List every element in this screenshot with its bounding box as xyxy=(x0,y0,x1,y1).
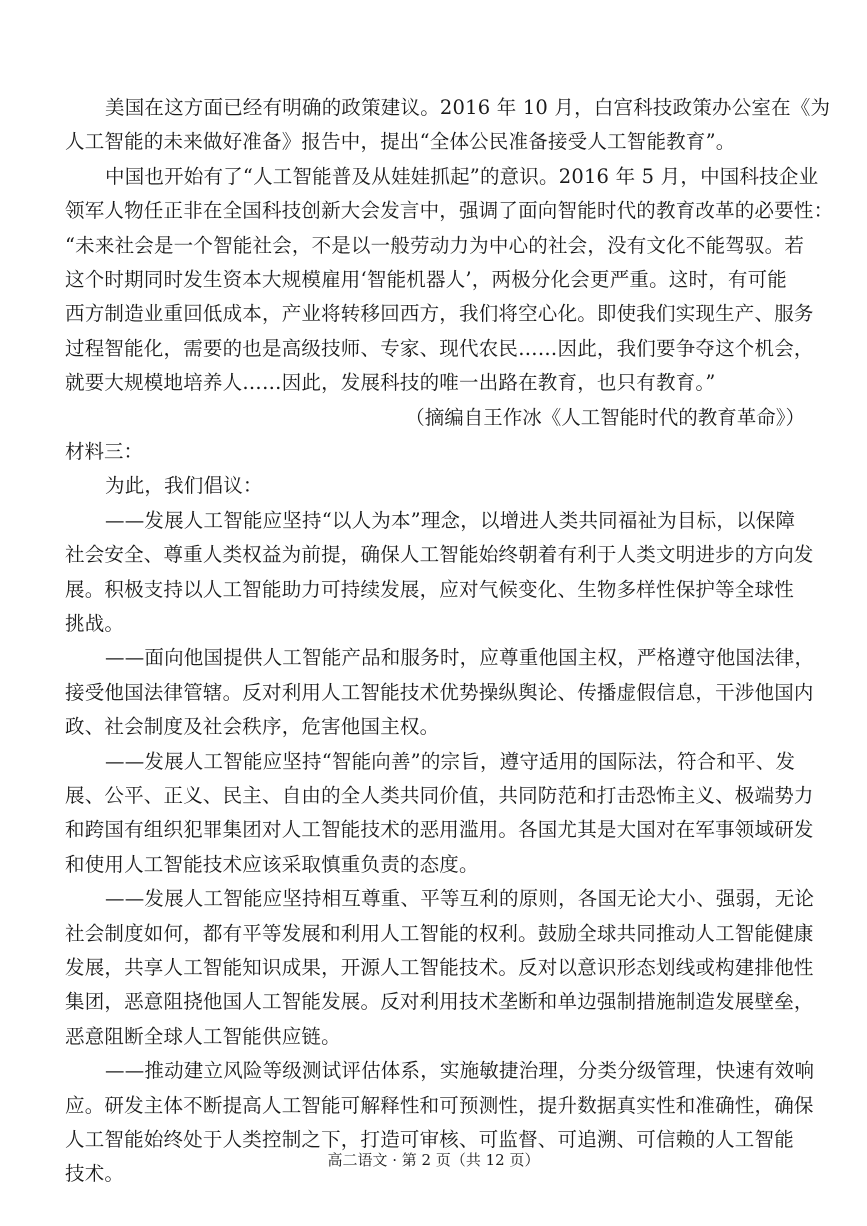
proposal-5-line-1: ——推动建立风险等级测试评估体系，实施敏捷治理，分类分级管理，快速有效响 xyxy=(105,1059,815,1082)
material3-intro: 为此，我们倡议： xyxy=(105,474,263,497)
material3-heading: 材料三： xyxy=(65,440,144,463)
proposal-1-line-4: 挑战。 xyxy=(65,612,125,635)
proposal-2-line-2: 接受他国法律管辖。反对利用人工智能技术优势操纵舆论、传播虚假信息，干涉他国内 xyxy=(65,681,814,704)
proposal-2-line-1: ——面向他国提供人工智能产品和服务时，应尊重他国主权，严格遵守他国法律， xyxy=(105,646,815,669)
proposal-4-line-3: 发展，共享人工智能知识成果，开源人工智能技术。反对以意识形态划线或构建排他性 xyxy=(65,956,814,979)
proposal-3-line-2: 展、公平、正义、民主、自由的全人类共同价值，共同防范和打击恐怖主义、极端势力 xyxy=(65,784,814,807)
proposal-5-line-2: 应。研发主体不断提高人工智能可解释性和可预测性，提升数据真实性和准确性，确保 xyxy=(65,1094,814,1117)
proposal-4-line-5: 恶意阻断全球人工智能供应链。 xyxy=(65,1025,341,1048)
paragraph2-line-2: 领军人物任正非在全国科技创新大会发言中，强调了面向智能时代的教育改革的必要性： xyxy=(65,199,834,222)
paragraph2-line-4: 这个时期同时发生资本大规模雇用‘智能机器人’，两极分化会更严重。这时，有可能 xyxy=(65,268,787,291)
paragraph2-line-6: 过程智能化，需要的也是高级技师、专家、现代农民……因此，我们要争夺这个机会， xyxy=(65,337,814,360)
paragraph2-line-5: 西方制造业重回低成本，产业将转移回西方，我们将空心化。即使我们实现生产、服务 xyxy=(65,302,814,325)
proposal-4-line-1: ——发展人工智能应坚持相互尊重、平等互利的原则，各国无论大小、强弱，无论 xyxy=(105,887,815,910)
proposal-5-line-3: 人工智能始终处于人类控制之下，打造可审核、可监督、可追溯、可信赖的人工智能 xyxy=(65,1128,794,1151)
proposal-3-line-4: 和使用人工智能技术应该采取慎重负责的态度。 xyxy=(65,853,479,876)
proposal-3-line-3: 和跨国有组织犯罪集团对人工智能技术的恶用滥用。各国尤其是大国对在军事领域研发 xyxy=(65,818,814,841)
paragraph1-line-2: 人工智能的未来做好准备》报告中，提出“全体公民准备接受人工智能教育”。 xyxy=(65,130,736,153)
proposal-5-line-4: 技术。 xyxy=(65,1162,125,1185)
page-footer: 高二语文 · 第 2 页（共 12 页） xyxy=(327,1151,540,1169)
proposal-2-line-3: 政、社会制度及社会秩序，危害他国主权。 xyxy=(65,715,440,738)
proposal-4-line-4: 集团，恶意阻挠他国人工智能发展。反对利用技术垄断和单边强制措施制造发展壁垒， xyxy=(65,990,814,1013)
paragraph1-line-1: 美国在这方面已经有明确的政策建议。2016 年 10 月，白宫科技政策办公室在《为 xyxy=(105,96,831,119)
proposal-1-line-1: ——发展人工智能应坚持“以人为本”理念，以增进人类共同福祉为目标，以保障 xyxy=(105,509,796,532)
proposal-4-line-2: 社会制度如何，都有平等发展和利用人工智能的权利。鼓励全球共同推动人工智能健康 xyxy=(65,922,814,945)
paragraph2-line-1: 中国也开始有了“人工智能普及从娃娃抓起”的意识。2016 年 5 月，中国科技企业 xyxy=(105,165,819,188)
proposal-1-line-3: 展。积极支持以人工智能助力可持续发展，应对气候变化、生物多样性保护等全球性 xyxy=(65,578,794,601)
paragraph2-line-7: 就要大规模地培养人……因此，发展科技的唯一出路在教育，也只有教育。” xyxy=(65,371,716,394)
proposal-3-line-1: ——发展人工智能应坚持“智能向善”的宗旨，遵守适用的国际法，符合和平、发 xyxy=(105,750,796,773)
proposal-1-line-2: 社会安全、尊重人类权益为前提，确保人工智能始终朝着有利于人类文明进步的方向发 xyxy=(65,543,814,566)
source-note: （摘编自王作冰《人工智能时代的教育革命》） xyxy=(405,406,805,429)
paragraph2-line-3: “未来社会是一个智能社会，不是以一般劳动力为中心的社会，没有文化不能驾驭。若 xyxy=(65,234,805,257)
